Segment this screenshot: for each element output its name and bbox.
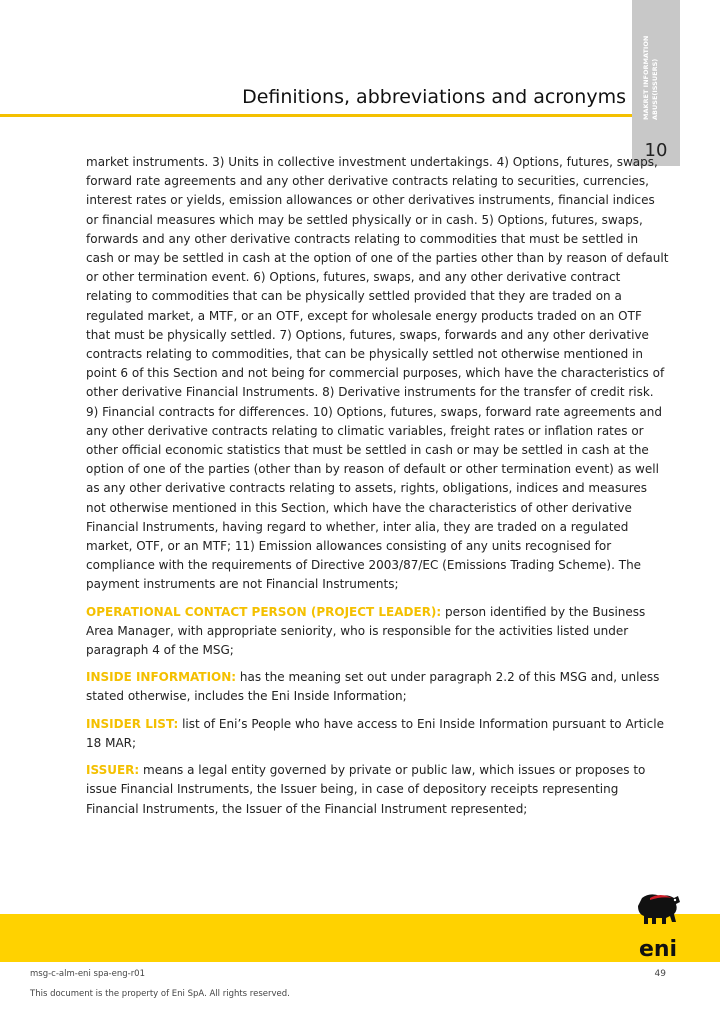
svg-text:eni: eni: [638, 937, 678, 962]
document-body: [86, 153, 669, 827]
definition-term: ISSUER:: [86, 763, 140, 778]
side-tab-label-line1: MAKRET INFORMATION: [642, 35, 650, 120]
six-legged-dog-icon: [628, 888, 688, 964]
eni-logo: [628, 888, 688, 964]
section-number: 10: [644, 140, 668, 161]
definition-text: list of Eni’s People who have access to Eni Inside Information pursuant to Article 18 MAR;: [86, 716, 664, 750]
definition-term: INSIDE INFORMATION:: [86, 670, 237, 685]
side-tab-label: [642, 30, 672, 120]
footer-band: [0, 914, 720, 962]
definition-item: [86, 668, 669, 706]
definition-item: [86, 761, 669, 819]
definition-term: OPERATIONAL CONTACT PERSON (PROJECT LEADER):: [86, 604, 442, 619]
definition-text: has the meaning set out under paragraph 2.2 of this MSG and, unless stated otherwise, includes the Eni Inside Information;: [86, 670, 660, 704]
title-underline: [0, 114, 632, 117]
page-title: Definitions, abbreviations and acronyms: [242, 86, 626, 108]
definition-text: means a legal entity governed by private or public law, which issues or proposes to issue Financial Instruments, the Issuer being, in case of depository receipts representing Financial Instruments, the Issuer of the Financial Instrument represented;: [86, 763, 646, 816]
page-number: 49: [654, 969, 666, 979]
side-tab-label-line2: ABUSE(ISSUERS): [651, 58, 659, 120]
definition-item: [86, 603, 669, 661]
continuation-paragraph: market instruments. 3) Units in collective investment undertakings. 4) Options, futures, swaps, forward rate agreements and any other derivative contracts relating to securities, currencies, interest rates or yields, emission allowances or other derivatives instruments, financial indices or financial measures which may be settled physically or in cash. 5) Options, futures, swaps, forwards and any other derivative contracts relating to commodities that must be settled in cash or may be settled in cash at the option of one of the parties other than by reason of default or other termination event. 6) Options, futures, swaps, and any other derivative contract relating to commodities that can be physically settled provided that they are traded on a regulated market, a MTF, or an OTF, except for wholesale energy products traded on an OTF that must be physically settled. 7) Options, futures, swaps, forwards and any other derivative contracts relating to commodities, that can be physically settled not otherwise mentioned in point 6 of this Section and not being for commercial purposes, which have the characteristics of other derivative Financial Instruments. 8) Derivative instruments for the transfer of credit risk. 9) Financial contracts for differences. 10) Options, futures, swaps, forward rate agreements and any other derivative contracts relating to climatic variables, freight rates or inflation rates or other official economic statistics that must be settled in cash or may be settled in cash at the option of one of the parties (other than by reason of default or other termination event) as well as any other derivative contracts relating to assets, rights, obligations, indices and measures not otherwise mentioned in this Section, which have the characteristics of other derivative Financial Instruments, having regard to whether, inter alia, they are traded on a regulated market, OTF, or an MTF; 11) Emission allowances consisting of any units recognised for compliance with the requirements of Directive 2003/87/EC (Emissions Trading Scheme). The payment instruments are not Financial Instruments;: [86, 155, 669, 592]
definition-item: [86, 715, 669, 753]
definition-term: INSIDER LIST:: [86, 716, 179, 731]
document-code: msg-c-alm-eni spa-eng-r01: [30, 969, 145, 979]
property-notice: This document is the property of Eni SpA. All rights reserved.: [30, 989, 290, 999]
definition-text: person identified by the Business Area Manager, with appropriate seniority, who is responsible for the activities listed under paragraph 4 of the MSG;: [86, 604, 646, 658]
